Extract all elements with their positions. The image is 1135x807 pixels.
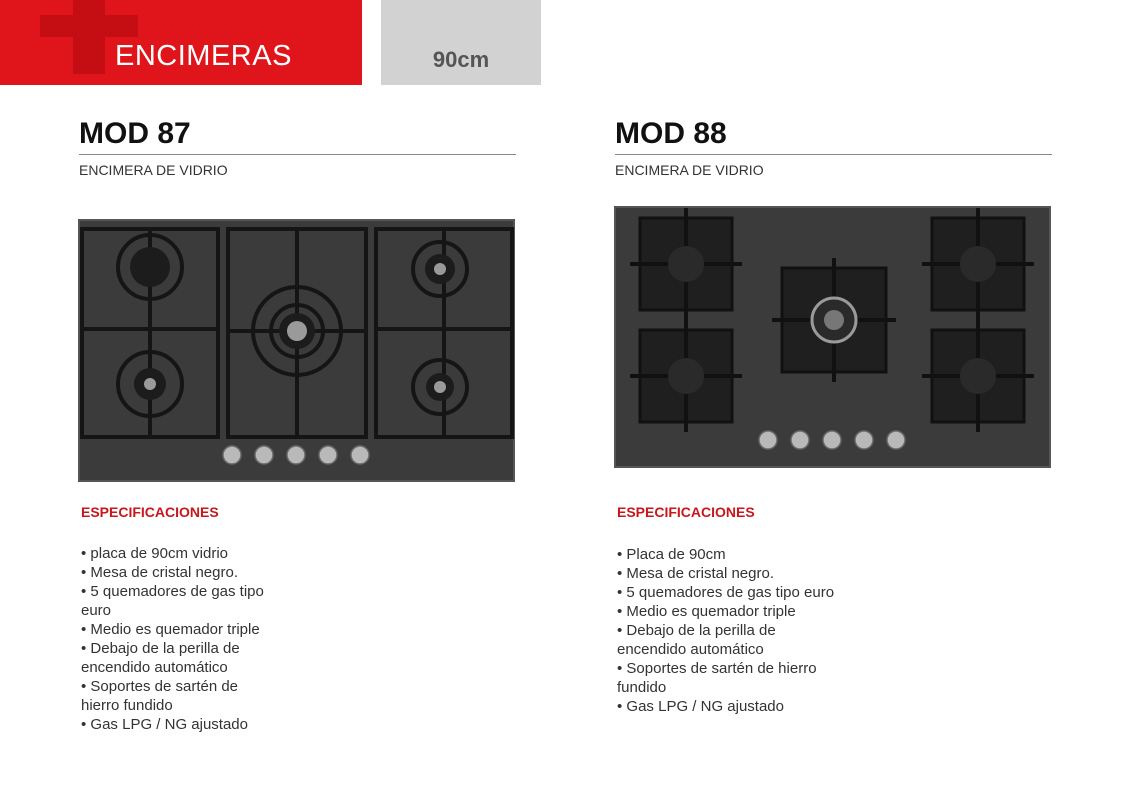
divider [615, 154, 1052, 155]
spec-item: • Debajo de la perilla de [81, 640, 240, 657]
spec-item: fundido [617, 679, 667, 696]
spec-item: • Medio es quemador triple [617, 603, 796, 620]
hob-image-mod88 [614, 206, 1051, 468]
spec-item: euro [81, 602, 112, 619]
section-title: ENCIMERAS [115, 40, 292, 72]
spec-item: • Gas LPG / NG ajustado [81, 716, 248, 733]
spec-item: • Placa de 90cm [617, 546, 726, 563]
cross-logo-horizontal [40, 15, 138, 37]
spec-item: • Soportes de sartén de hierro [617, 660, 817, 677]
spec-item: • Mesa de cristal negro. [617, 565, 774, 582]
spec-item: encendido automático [81, 659, 228, 676]
specs-list-mod88 [617, 545, 887, 716]
spec-item: • Soportes de sartén de [81, 678, 239, 695]
cross-logo-vertical [73, 0, 105, 74]
spec-item: • 5 quemadores de gas tipo [81, 583, 264, 600]
specs-heading: ESPECIFICACIONES [81, 504, 219, 520]
spec-item: • placa de 90cm vidrio [81, 545, 228, 562]
size-banner [381, 0, 541, 85]
spec-item: encendido automático [617, 641, 764, 658]
product-header-mod88 [615, 117, 1052, 187]
model-title: MOD 88 [615, 117, 727, 150]
spec-item: hierro fundido [81, 697, 173, 714]
spec-item: • Mesa de cristal negro. [81, 564, 238, 581]
model-subtitle: ENCIMERA DE VIDRIO [79, 162, 228, 178]
product-header-mod87 [79, 117, 516, 187]
size-label: 90cm [432, 47, 490, 72]
spec-item: • Medio es quemador triple [81, 621, 260, 638]
model-subtitle: ENCIMERA DE VIDRIO [615, 162, 764, 178]
model-title: MOD 87 [79, 117, 191, 150]
specs-heading: ESPECIFICACIONES [617, 504, 755, 520]
spec-item: • Debajo de la perilla de [617, 622, 776, 639]
hob-image-mod87 [78, 219, 515, 482]
divider [79, 154, 516, 155]
spec-item: • 5 quemadores de gas tipo euro [617, 584, 835, 601]
spec-item: • Gas LPG / NG ajustado [617, 698, 784, 715]
header-banner [0, 0, 362, 85]
specs-list-mod87 [81, 544, 311, 734]
